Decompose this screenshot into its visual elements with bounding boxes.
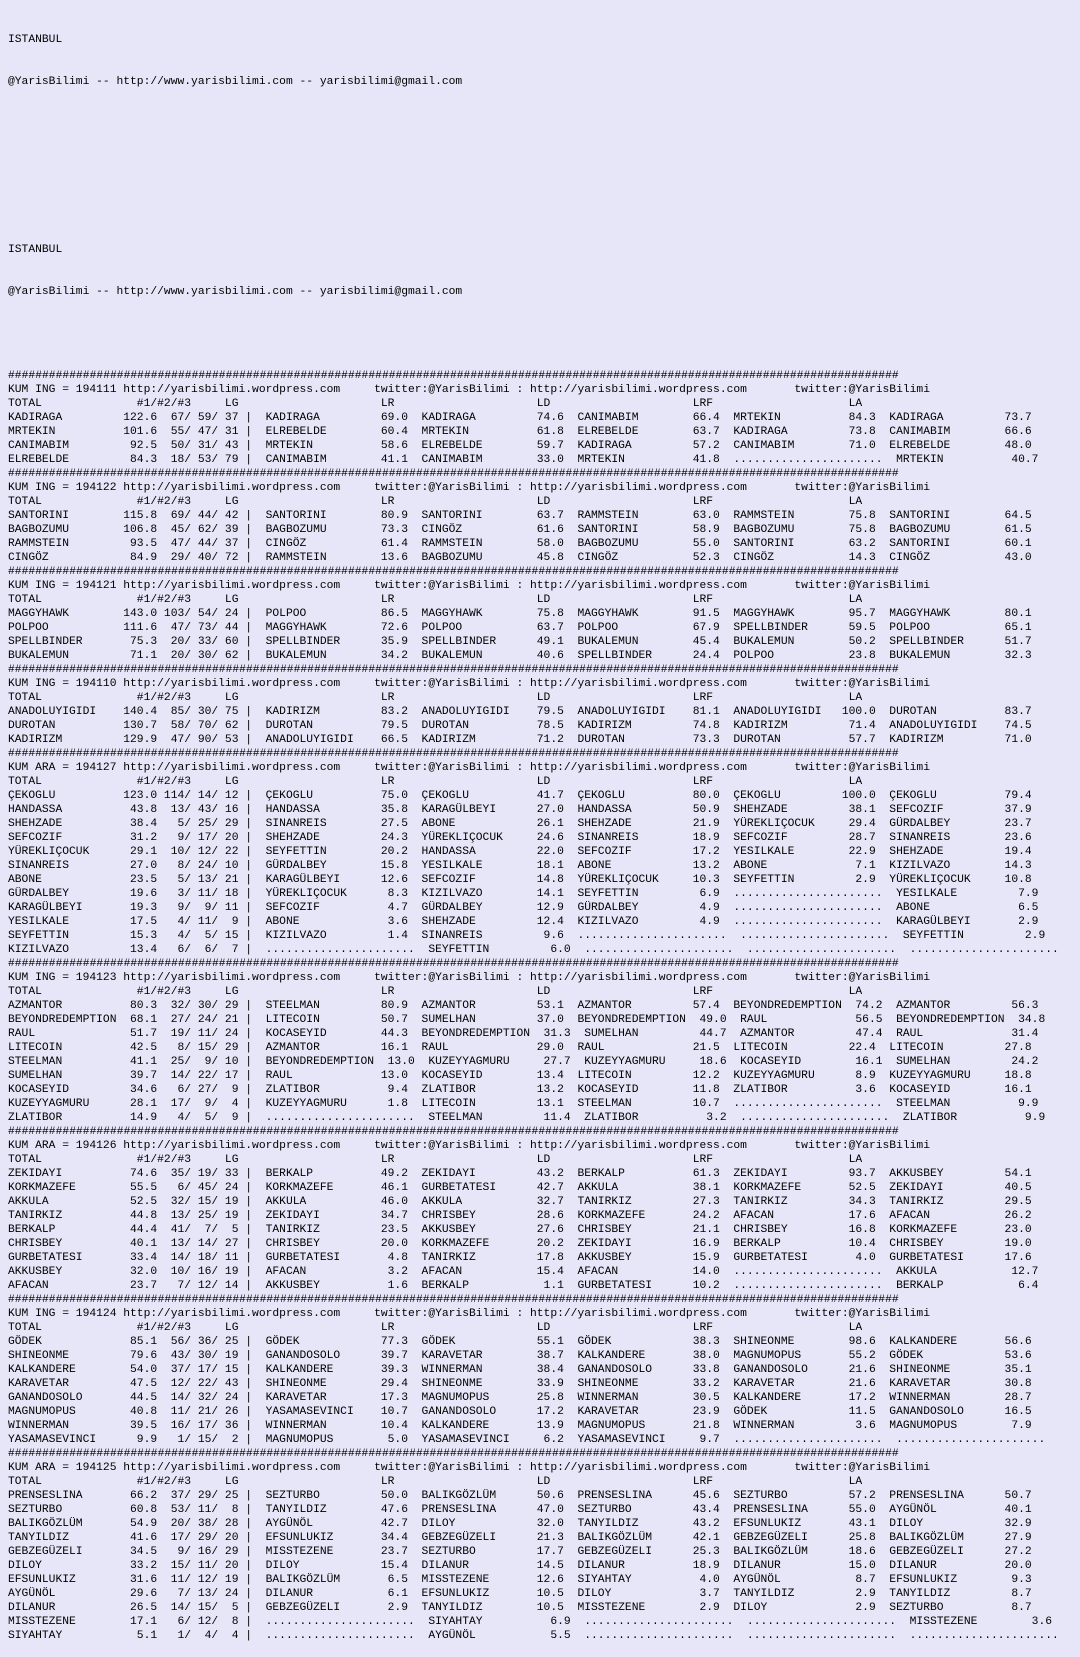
result-row: GURBETATESI 33.4 14/ 18/ 11 | GURBETATESI 4.8 TANIRKIZ 17.8 AKKUSBEY 15.9 GURBETATESI 4.0 GURBETATESI 17.6	[8, 1252, 1032, 1264]
result-row: AKKULA 52.5 32/ 15/ 19 | AKKULA 46.0 AKKULA 32.7 TANIRKIZ 27.3 TANIRKIZ 34.3 TANIRKIZ 29.5	[8, 1196, 1032, 1208]
result-row: SHEHZADE 38.4 5/ 25/ 29 | SINANREIS 27.5 ABONE 26.1 SHEHZADE 21.9 YÜREKLIÇOCUK 29.4 GÜRDALBEY 23.7	[8, 818, 1032, 830]
result-row: DUROTAN 130.7 58/ 70/ 62 | DUROTAN 79.5 DUROTAN 78.5 KADIRIZM 74.8 KADIRIZM 71.4 ANADOLUYIGIDI 74.5	[8, 720, 1032, 732]
header-city: ISTANBUL	[8, 34, 63, 46]
result-row: GÜRDALBEY 19.6 3/ 11/ 18 | YÜREKLIÇOCUK 8.3 KIZILVAZO 14.1 SEYFETTIN 6.9 ...................... YESILKALE 7.9	[8, 888, 1039, 900]
result-row: KARAVETAR 47.5 12/ 22/ 43 | SHINEONME 29.4 SHINEONME 33.9 SHINEONME 33.2 KARAVETAR 21.6 KARAVETAR 30.8	[8, 1378, 1032, 1390]
header-contact-repeat: @YarisBilimi -- http://www.yarisbilimi.com -- yarisbilimi@gmail.com	[8, 286, 463, 298]
header-city-repeat: ISTANBUL	[8, 244, 63, 256]
result-row: KALKANDERE 54.0 37/ 17/ 15 | KALKANDERE 39.3 WINNERMAN 38.4 GANANDOSOLO 33.8 GANANDOSOLO 21.6 SHINEONME 35.1	[8, 1364, 1032, 1376]
result-row: MISSTEZENE 17.1 6/ 12/ 8 | ...................... SIYAHTAY 6.9 ...................... ...................... MISSTEZENE 3.6	[8, 1616, 1053, 1628]
result-row: BAGBOZUMU 106.8 45/ 62/ 39 | BAGBOZUMU 73.3 CINGÖZ 61.6 SANTORINI 58.9 BAGBOZUMU 75.8 BAGBOZUMU 61.5	[8, 524, 1032, 536]
section-separator: ###################################################################################################################################	[8, 370, 899, 382]
column-header-line: TOTAL #1/#2/#3 LG LR LD LRF LA	[8, 986, 863, 998]
result-row: SEYFETTIN 15.3 4/ 5/ 15 | KIZILVAZO 1.4 SINANREIS 9.6 ...................... ...................... SEYFETTIN 2.9	[8, 930, 1046, 942]
result-row: CHRISBEY 40.1 13/ 14/ 27 | CHRISBEY 20.0 KORKMAZEFE 20.2 ZEKIDAYI 16.9 BERKALP 10.4 CHRISBEY 19.0	[8, 1238, 1032, 1250]
result-row: GEBZEGÜZELI 34.5 9/ 16/ 29 | MISSTEZENE 23.7 SEZTURBO 17.7 GEBZEGÜZELI 25.3 BALIKGÖZLÜM 18.6 GEBZEGÜZELI 27.2	[8, 1546, 1032, 1558]
result-row: WINNERMAN 39.5 16/ 17/ 36 | WINNERMAN 10.4 KALKANDERE 13.9 MAGNUMOPUS 21.8 WINNERMAN 3.6 MAGNUMOPUS 7.9	[8, 1420, 1032, 1432]
race-section	[8, 1447, 1080, 1643]
section-separator: ###################################################################################################################################	[8, 1294, 899, 1306]
race-title-line: KUM ING = 194110 http://yarisbilimi.wordpress.com twitter:@YarisBilimi : http://yarisbilimi.wordpress.com twitter:@YarisBilimi	[8, 678, 930, 690]
result-row: SPELLBINDER 75.3 20/ 33/ 60 | SPELLBINDER 35.9 SPELLBINDER 49.1 BUKALEMUN 45.4 BUKALEMUN 50.2 SPELLBINDER 51.7	[8, 636, 1032, 648]
result-row: ÇEKOGLU 123.0 114/ 14/ 12 | ÇEKOGLU 75.0 ÇEKOGLU 41.7 ÇEKOGLU 80.0 ÇEKOGLU 100.0 ÇEKOGLU 79.4	[8, 790, 1032, 802]
race-section	[8, 467, 1080, 565]
section-separator: ###################################################################################################################################	[8, 1448, 899, 1460]
result-row: SINANREIS 27.0 8/ 24/ 10 | GÜRDALBEY 15.8 YESILKALE 18.1 ABONE 13.2 ABONE 7.1 KIZILVAZO 14.3	[8, 860, 1032, 872]
section-separator: ###################################################################################################################################	[8, 748, 899, 760]
result-row: LITECOIN 42.5 8/ 15/ 29 | AZMANTOR 16.1 RAUL 29.0 RAUL 21.5 LITECOIN 22.4 LITECOIN 27.8	[8, 1042, 1032, 1054]
result-row: MAGGYHAWK 143.0 103/ 54/ 24 | POLPOO 86.5 MAGGYHAWK 75.8 MAGGYHAWK 91.5 MAGGYHAWK 95.7 MAGGYHAWK 80.1	[8, 608, 1032, 620]
column-header-line: TOTAL #1/#2/#3 LG LR LD LRF LA	[8, 398, 863, 410]
column-header-line: TOTAL #1/#2/#3 LG LR LD LRF LA	[8, 1154, 863, 1166]
result-row: SEFCOZIF 31.2 9/ 17/ 20 | SHEHZADE 24.3 YÜREKLIÇOCUK 24.6 SINANREIS 18.9 SEFCOZIF 28.7 SINANREIS 23.6	[8, 832, 1032, 844]
result-row: YASAMASEVINCI 9.9 1/ 15/ 2 | MAGNUMOPUS 5.0 YASAMASEVINCI 6.2 YASAMASEVINCI 9.7 ...................... ......................	[8, 1434, 1046, 1446]
section-separator: ###################################################################################################################################	[8, 468, 899, 480]
result-row: KADIRIZM 129.9 47/ 90/ 53 | ANADOLUYIGIDI 66.5 KADIRIZM 71.2 DUROTAN 73.3 DUROTAN 57.7 KADIRIZM 71.0	[8, 734, 1032, 746]
race-title-line: KUM ARA = 194125 http://yarisbilimi.wordpress.com twitter:@YarisBilimi : http://yarisbilimi.wordpress.com twitter:@YarisBilimi	[8, 1462, 930, 1474]
result-row: SHINEONME 79.6 43/ 30/ 19 | GANANDOSOLO 39.7 KARAVETAR 38.7 KALKANDERE 38.0 MAGNUMOPUS 55.2 GÖDEK 53.6	[8, 1350, 1032, 1362]
result-row: KARAGÜLBEYI 19.3 9/ 9/ 11 | SEFCOZIF 4.7 GÜRDALBEY 12.9 GÜRDALBEY 4.9 ...................... ABONE 6.5	[8, 902, 1039, 914]
result-row: HANDASSA 43.8 13/ 43/ 16 | HANDASSA 35.8 KARAGÜLBEYI 27.0 HANDASSA 50.9 SHEHZADE 38.1 SEFCOZIF 37.9	[8, 804, 1032, 816]
result-row: ANADOLUYIGIDI 140.4 85/ 30/ 75 | KADIRIZM 83.2 ANADOLUYIGIDI 79.5 ANADOLUYIGIDI 81.1 ANADOLUYIGIDI 100.0 DUROTAN 83.7	[8, 706, 1032, 718]
column-header-line: TOTAL #1/#2/#3 LG LR LD LRF LA	[8, 496, 863, 508]
result-row: CANIMABIM 92.5 50/ 31/ 43 | MRTEKIN 58.6 ELREBELDE 59.7 KADIRAGA 57.2 CANIMABIM 71.0 ELREBELDE 48.0	[8, 440, 1032, 452]
result-row: DILANUR 26.5 14/ 15/ 5 | GEBZEGÜZELI 2.9 TANYILDIZ 10.5 MISSTEZENE 2.9 DILOY 2.9 SEZTURBO 8.7	[8, 1602, 1032, 1614]
result-row: KORKMAZEFE 55.5 6/ 45/ 24 | KORKMAZEFE 46.1 GURBETATESI 42.7 AKKULA 38.1 KORKMAZEFE 52.5 ZEKIDAYI 40.5	[8, 1182, 1032, 1194]
result-row: CINGÖZ 84.9 29/ 40/ 72 | RAMMSTEIN 13.6 BAGBOZUMU 45.8 CINGÖZ 52.3 CINGÖZ 14.3 CINGÖZ 43.0	[8, 552, 1032, 564]
section-separator: ###################################################################################################################################	[8, 958, 899, 970]
result-row: STEELMAN 41.1 25/ 9/ 10 | BEYONDREDEMPTION 13.0 KUZEYYAGMURU 27.7 KUZEYYAGMURU 18.6 KOCASEYID 16.1 SUMELHAN 24.2	[8, 1056, 1039, 1068]
race-title-line: KUM ING = 194123 http://yarisbilimi.wordpress.com twitter:@YarisBilimi : http://yarisbilimi.wordpress.com twitter:@YarisBilimi	[8, 972, 930, 984]
result-row: YÜREKLIÇOCUK 29.1 10/ 12/ 22 | SEYFETTIN 20.2 HANDASSA 22.0 SEFCOZIF 17.2 YESILKALE 22.9 SHEHZADE 19.4	[8, 846, 1032, 858]
column-header-line: TOTAL #1/#2/#3 LG LR LD LRF LA	[8, 776, 863, 788]
result-row: RAUL 51.7 19/ 11/ 24 | KOCASEYID 44.3 BEYONDREDEMPTION 31.3 SUMELHAN 44.7 AZMANTOR 47.4 RAUL 31.4	[8, 1028, 1039, 1040]
result-row: DILOY 33.2 15/ 11/ 20 | DILOY 15.4 DILANUR 14.5 DILANUR 18.9 DILANUR 15.0 DILANUR 20.0	[8, 1560, 1032, 1572]
column-header-line: TOTAL #1/#2/#3 LG LR LD LRF LA	[8, 594, 863, 606]
race-title-line: KUM ING = 194121 http://yarisbilimi.wordpress.com twitter:@YarisBilimi : http://yarisbilimi.wordpress.com twitter:@YarisBilimi	[8, 580, 930, 592]
race-section	[8, 369, 1080, 467]
result-row: AKKUSBEY 32.0 10/ 16/ 19 | AFACAN 3.2 AFACAN 15.4 AFACAN 14.0 ...................... AKKULA 12.7	[8, 1266, 1039, 1278]
result-row: GANANDOSOLO 44.5 14/ 32/ 24 | KARAVETAR 17.3 MAGNUMOPUS 25.8 WINNERMAN 30.5 KALKANDERE 17.2 WINNERMAN 28.7	[8, 1392, 1032, 1404]
column-header-line: TOTAL #1/#2/#3 LG LR LD LRF LA	[8, 1322, 863, 1334]
result-row: BEYONDREDEMPTION 68.1 27/ 24/ 21 | LITECOIN 50.7 SUMELHAN 37.0 BEYONDREDEMPTION 49.0 RAUL 56.5 BEYONDREDEMPTION 34.8	[8, 1014, 1046, 1026]
blank-line	[8, 117, 1080, 131]
result-row: SANTORINI 115.8 69/ 44/ 42 | SANTORINI 80.9 SANTORINI 63.7 RAMMSTEIN 63.0 RAMMSTEIN 75.8 SANTORINI 64.5	[8, 510, 1032, 522]
result-row: TANIRKIZ 44.8 13/ 25/ 19 | ZEKIDAYI 34.7 CHRISBEY 28.6 KORKMAZEFE 24.2 AFACAN 17.6 AFACAN 26.2	[8, 1210, 1032, 1222]
result-row: KIZILVAZO 13.4 6/ 6/ 7 | ...................... SEYFETTIN 6.0 ...................... ...................... ......................	[8, 944, 1059, 956]
result-row: BUKALEMUN 71.1 20/ 30/ 62 | BUKALEMUN 34.2 BUKALEMUN 40.6 SPELLBINDER 24.4 POLPOO 23.8 BUKALEMUN 32.3	[8, 650, 1032, 662]
result-row: AYGÜNÖL 29.6 7/ 13/ 24 | DILANUR 6.1 EFSUNLUKIZ 10.5 DILOY 3.7 TANYILDIZ 2.9 TANYILDIZ 8.7	[8, 1588, 1032, 1600]
result-row: KUZEYYAGMURU 28.1 17/ 9/ 4 | KUZEYYAGMURU 1.8 LITECOIN 13.1 STEELMAN 10.7 ...................... STEELMAN 9.9	[8, 1098, 1039, 1110]
race-section	[8, 747, 1080, 957]
blank-line	[8, 159, 1080, 173]
result-row: AZMANTOR 80.3 32/ 30/ 29 | STEELMAN 80.9 AZMANTOR 53.1 AZMANTOR 57.4 BEYONDREDEMPTION 74.2 AZMANTOR 56.3	[8, 1000, 1039, 1012]
result-row: KOCASEYID 34.6 6/ 27/ 9 | ZLATIBOR 9.4 ZLATIBOR 13.2 KOCASEYID 11.8 ZLATIBOR 3.6 KOCASEYID 16.1	[8, 1084, 1032, 1096]
race-section	[8, 1125, 1080, 1293]
race-title-line: KUM ARA = 194126 http://yarisbilimi.wordpress.com twitter:@YarisBilimi : http://yarisbilimi.wordpress.com twitter:@YarisBilimi	[8, 1140, 930, 1152]
result-row: MRTEKIN 101.6 55/ 47/ 31 | ELREBELDE 60.4 MRTEKIN 61.8 ELREBELDE 63.7 KADIRAGA 73.8 CANIMABIM 66.6	[8, 426, 1032, 438]
column-header-line: TOTAL #1/#2/#3 LG LR LD LRF LA	[8, 1476, 863, 1488]
result-row: PRENSESLINA 66.2 37/ 29/ 25 | SEZTURBO 50.0 BALIKGÖZLÜM 50.6 PRENSESLINA 45.6 SEZTURBO 57.2 PRENSESLINA 50.7	[8, 1490, 1032, 1502]
result-row: SUMELHAN 39.7 14/ 22/ 17 | RAUL 13.0 KOCASEYID 13.4 LITECOIN 12.2 KUZEYYAGMURU 8.9 KUZEYYAGMURU 18.8	[8, 1070, 1032, 1082]
section-separator: ###################################################################################################################################	[8, 664, 899, 676]
blank-line	[8, 201, 1080, 215]
result-row: TANYILDIZ 41.6 17/ 29/ 20 | EFSUNLUKIZ 34.4 GEBZEGÜZELI 21.3 BALIKGÖZLÜM 42.1 GEBZEGÜZELI 25.8 BALIKGÖZLÜM 27.9	[8, 1532, 1032, 1544]
result-row: AFACAN 23.7 7/ 12/ 14 | AKKUSBEY 1.6 BERKALP 1.1 GURBETATESI 10.2 ...................... BERKALP 6.4	[8, 1280, 1039, 1292]
result-row: ELREBELDE 84.3 18/ 53/ 79 | CANIMABIM 41.1 CANIMABIM 33.0 MRTEKIN 41.8 ...................... MRTEKIN 40.7	[8, 454, 1039, 466]
blank-line	[8, 327, 1080, 341]
result-row: ZLATIBOR 14.9 4/ 5/ 9 | ...................... STEELMAN 11.4 ZLATIBOR 3.2 ...................... ZLATIBOR 9.9	[8, 1112, 1046, 1124]
result-row: POLPOO 111.6 47/ 73/ 44 | MAGGYHAWK 72.6 POLPOO 63.7 POLPOO 67.9 SPELLBINDER 59.5 POLPOO 65.1	[8, 622, 1032, 634]
race-section	[8, 663, 1080, 747]
result-row: EFSUNLUKIZ 31.6 11/ 12/ 19 | BALIKGÖZLÜM 6.5 MISSTEZENE 12.6 SIYAHTAY 4.0 AYGÜNÖL 8.7 EFSUNLUKIZ 9.3	[8, 1574, 1032, 1586]
result-row: MAGNUMOPUS 40.8 11/ 21/ 26 | YASAMASEVINCI 10.7 GANANDOSOLO 17.2 KARAVETAR 23.9 GÖDEK 11.5 GANANDOSOLO 16.5	[8, 1406, 1032, 1418]
result-row: GÖDEK 85.1 56/ 36/ 25 | GÖDEK 77.3 GÖDEK 55.1 GÖDEK 38.3 SHINEONME 98.6 KALKANDERE 56.6	[8, 1336, 1032, 1348]
result-row: SIYAHTAY 5.1 1/ 4/ 4 | ...................... AYGÜNÖL 5.5 ...................... ...................... ......................	[8, 1630, 1059, 1642]
race-title-line: KUM ING = 194124 http://yarisbilimi.wordpress.com twitter:@YarisBilimi : http://yarisbilimi.wordpress.com twitter:@YarisBilimi	[8, 1308, 930, 1320]
result-row: YESILKALE 17.5 4/ 11/ 9 | ABONE 3.6 SHEHZADE 12.4 KIZILVAZO 4.9 ...................... KARAGÜLBEYI 2.9	[8, 916, 1039, 928]
result-row: BERKALP 44.4 41/ 7/ 5 | TANIRKIZ 23.5 AKKUSBEY 27.6 CHRISBEY 21.1 CHRISBEY 16.8 KORKMAZEFE 23.0	[8, 1224, 1032, 1236]
race-section	[8, 957, 1080, 1125]
race-section	[8, 1293, 1080, 1447]
result-row: BALIKGÖZLÜM 54.9 20/ 38/ 28 | AYGÜNÖL 42.7 DILOY 32.0 TANYILDIZ 43.2 EFSUNLUKIZ 43.1 DILOY 32.9	[8, 1518, 1032, 1530]
result-row: RAMMSTEIN 93.5 47/ 44/ 37 | CINGÖZ 61.4 RAMMSTEIN 58.0 BAGBOZUMU 55.0 SANTORINI 63.2 SANTORINI 60.1	[8, 538, 1032, 550]
race-title-line: KUM ARA = 194127 http://yarisbilimi.wordpress.com twitter:@YarisBilimi : http://yarisbilimi.wordpress.com twitter:@YarisBilimi	[8, 762, 930, 774]
race-title-line: KUM ING = 194111 http://yarisbilimi.wordpress.com twitter:@YarisBilimi : http://yarisbilimi.wordpress.com twitter:@YarisBilimi	[8, 384, 930, 396]
race-section	[8, 565, 1080, 663]
section-separator: ###################################################################################################################################	[8, 566, 899, 578]
section-separator: ###################################################################################################################################	[8, 1126, 899, 1138]
column-header-line: TOTAL #1/#2/#3 LG LR LD LRF LA	[8, 692, 863, 704]
result-row: SEZTURBO 60.8 53/ 11/ 8 | TANYILDIZ 47.6 PRENSESLINA 47.0 SEZTURBO 43.4 PRENSESLINA 55.0 AYGÜNÖL 40.1	[8, 1504, 1032, 1516]
race-title-line: KUM ING = 194122 http://yarisbilimi.wordpress.com twitter:@YarisBilimi : http://yarisbilimi.wordpress.com twitter:@YarisBilimi	[8, 482, 930, 494]
result-row: KADIRAGA 122.6 67/ 59/ 37 | KADIRAGA 69.0 KADIRAGA 74.6 CANIMABIM 66.4 MRTEKIN 84.3 KADIRAGA 73.7	[8, 412, 1032, 424]
result-row: ZEKIDAYI 74.6 35/ 19/ 33 | BERKALP 49.2 ZEKIDAYI 43.2 BERKALP 61.3 ZEKIDAYI 93.7 AKKUSBEY 54.1	[8, 1168, 1032, 1180]
header-contact: @YarisBilimi -- http://www.yarisbilimi.com -- yarisbilimi@gmail.com	[8, 76, 463, 88]
race-sections	[8, 369, 1080, 1643]
result-row: ABONE 23.5 5/ 13/ 21 | KARAGÜLBEYI 12.6 SEFCOZIF 14.8 YÜREKLIÇOCUK 10.3 SEYFETTIN 2.9 YÜREKLIÇOCUK 10.8	[8, 874, 1032, 886]
